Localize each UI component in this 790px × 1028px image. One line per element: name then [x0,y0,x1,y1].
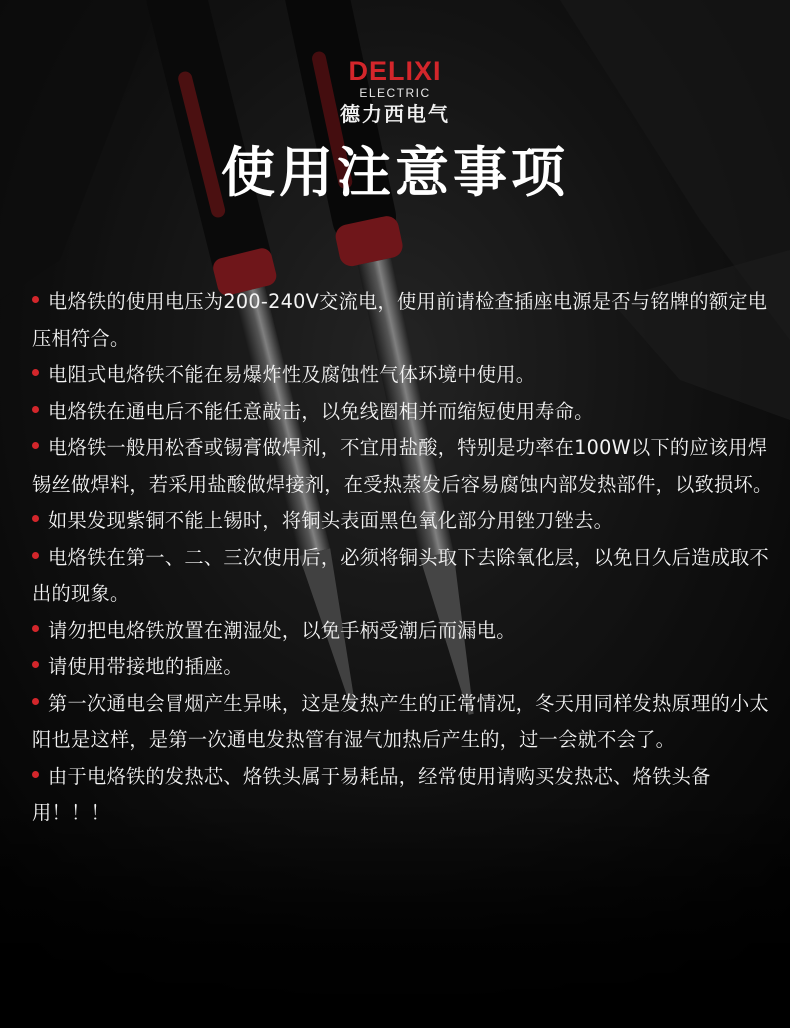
list-item [32,394,780,431]
note-text: 由于电烙铁的发热芯、烙铁头属于易耗品，经常使用请购买发热芯、烙铁头备用！！！ [32,764,711,824]
list-item [32,540,780,613]
page-title: 使用注意事项 [221,141,569,204]
red-dot-icon [32,552,39,559]
list-item [32,613,780,650]
usage-notes-list [32,284,780,832]
red-dot-icon [32,296,39,303]
logo-chinese-name: 德力西电气 [340,102,450,126]
red-dot-icon [32,771,39,778]
list-item [32,686,780,759]
brand-logo [0,56,790,127]
red-dot-icon [32,406,39,413]
note-text: 请使用带接地的插座。 [48,655,243,678]
red-dot-icon [32,625,39,632]
red-dot-icon [32,661,39,668]
list-item [32,430,780,503]
list-item [32,759,780,832]
list-item [32,503,780,540]
logo-subtitle: ELECTRIC [359,86,431,100]
list-item [32,284,780,357]
note-text: 电烙铁在第一、二、三次使用后，必须将铜头取下去除氧化层，以免日久后造成取不出的现象。 [32,545,770,605]
red-dot-icon [32,369,39,376]
list-item [32,357,780,394]
red-dot-icon [32,698,39,705]
note-text: 第一次通电会冒烟产生异味，这是发热产生的正常情况，冬天用同样发热原理的小太阳也是这样，是第一次通电发热管有湿气加热后产生的，过一会就不会了。 [32,691,770,751]
red-dot-icon [32,515,39,522]
red-dot-icon [32,442,39,449]
list-item [32,649,780,686]
note-text: 电阻式电烙铁不能在易爆炸性及腐蚀性气体环境中使用。 [48,363,536,386]
logo-wordmark: DELIXI [348,56,442,86]
note-text: 电烙铁在通电后不能任意敲击，以免线圈相并而缩短使用寿命。 [48,399,594,423]
note-text: 如果发现紫铜不能上锡时，将铜头表面黑色氧化部分用锉刀锉去。 [48,509,614,532]
note-text: 电烙铁一般用松香或锡膏做焊剂，不宜用盐酸，特别是功率在100W以下的应该用焊锡丝做焊料，若采用盐酸做焊接剂，在受热蒸发后容易腐蚀内部发热部件，以致损坏。 [32,436,773,496]
note-text: 请勿把电烙铁放置在潮湿处，以免手柄受潮后而漏电。 [48,618,516,642]
note-text: 电烙铁的使用电压为200-240V交流电，使用前请检查插座电源是否与铭牌的额定电压相符合。 [32,290,768,350]
